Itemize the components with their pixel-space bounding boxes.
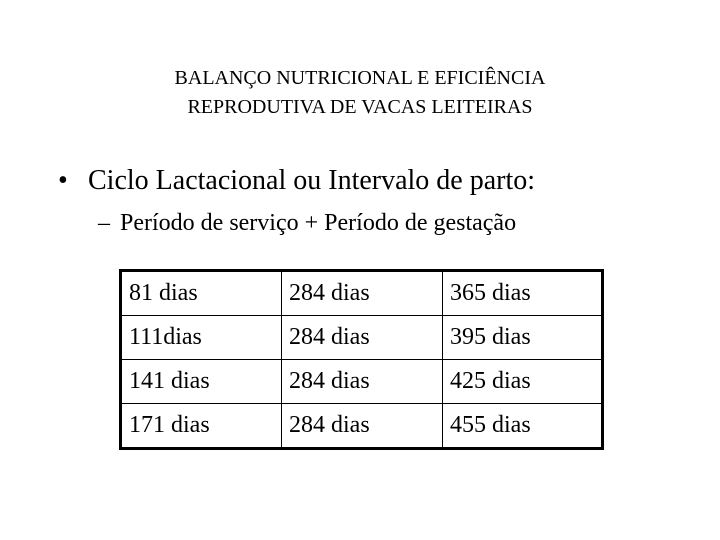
service-period-cell: 81 dias xyxy=(121,271,282,316)
sub-bullet-marker: – xyxy=(98,210,110,236)
interval-table xyxy=(119,269,604,450)
gestation-period-cell: 284 dias xyxy=(282,316,443,360)
table-row xyxy=(121,404,603,449)
calving-interval-cell: 425 dias xyxy=(443,360,603,404)
sub-bullet-item xyxy=(98,207,516,239)
bullet-text: Ciclo Lactacional ou Intervalo de parto: xyxy=(88,165,536,196)
gestation-period-cell: 284 dias xyxy=(282,360,443,404)
title-line-1: BALANÇO NUTRICIONAL E EFICIÊNCIA xyxy=(174,67,546,89)
service-period-cell: 111dias xyxy=(121,316,282,360)
service-period-cell: 141 dias xyxy=(121,360,282,404)
slide-title xyxy=(0,64,720,122)
table-row xyxy=(121,271,603,316)
gestation-period-cell: 284 dias xyxy=(282,271,443,316)
gestation-period-cell: 284 dias xyxy=(282,404,443,449)
calving-interval-cell: 365 dias xyxy=(443,271,603,316)
calving-interval-cell: 395 dias xyxy=(443,316,603,360)
title-line-2: REPRODUTIVA DE VACAS LEITEIRAS xyxy=(187,96,533,118)
sub-bullet-text: Período de serviço + Período de gestação xyxy=(120,210,517,236)
calving-interval-cell: 455 dias xyxy=(443,404,603,449)
table-row xyxy=(121,360,603,404)
bullet-item xyxy=(58,164,535,198)
bullet-marker: • xyxy=(58,165,68,196)
service-period-cell: 171 dias xyxy=(121,404,282,449)
table-row xyxy=(121,316,603,360)
